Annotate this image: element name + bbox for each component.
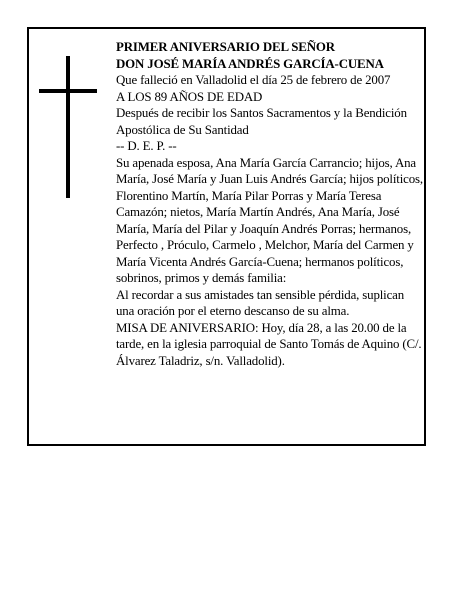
death-info: Que falleció en Valladolid el día 25 de febrero de 2007 [116,73,391,87]
cross-horizontal-bar [39,89,97,93]
heading-line-2: DON JOSÉ MARÍA ANDRÉS GARCÍA-CUENA [116,56,384,71]
mass-paragraph: MISA DE ANIVERSARIO: Hoy, día 28, a las 20.00 de la tarde, en la iglesia parroquial de Santo Tomás de Aquino (C/. Álvarez Taladriz, s/n. Valladolid). [116,320,422,368]
dep-line: -- D. E. P. -- [116,139,177,153]
obituary-notice [27,27,426,446]
family-paragraph: Su apenada esposa, Ana María García Carrancio; hijos, Ana María, José María y Juan Luis Andrés García; hijos políticos, Florentino Martín, María Pilar Porras y María Teresa Camazón; nietos, María Martín Andrés, Ana María, José María, María del Pilar y Joaquín Andrés Porras; hermanos, Perfecto , Próculo, Carmelo , Melchor, María del Carmen y María Vicenta Andrés García-Cuena; hermanos políticos, sobrinos, primos y demás familia: [116,155,423,285]
cross-icon [39,56,97,198]
request-paragraph: Al recordar a sus amistades tan sensible pérdida, suplican una oración por el eterno descanso de su alma. [116,287,405,318]
age-line: A LOS 89 AÑOS DE EDAD [116,89,263,104]
heading-line-1: PRIMER ANIVERSARIO DEL SEÑOR [116,40,335,54]
sacraments-line: Después de recibir los Santos Sacramentos y la Bendición Apostólica de Su Santidad [116,106,407,137]
notice-text [116,39,424,369]
cross-vertical-bar [66,56,70,198]
